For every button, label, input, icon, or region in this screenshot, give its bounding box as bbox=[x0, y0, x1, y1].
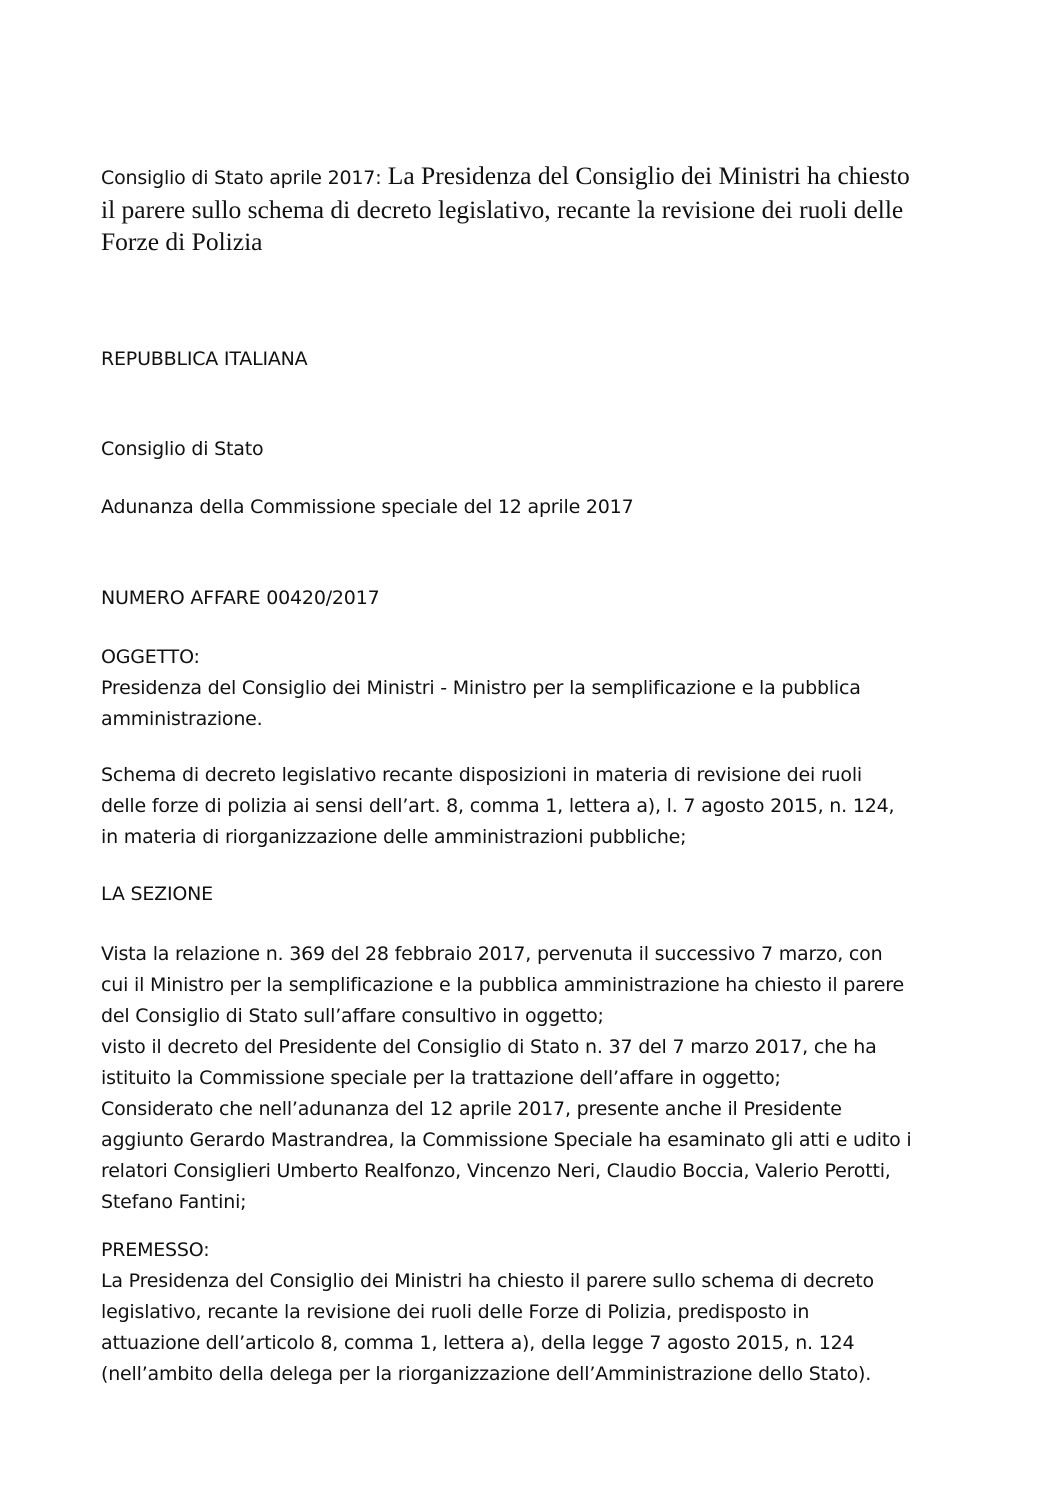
sezione-line: Stefano Fantini; bbox=[101, 1191, 247, 1213]
sezione-line: visto il decreto del Presidente del Consiglio di Stato n. 37 del 7 marzo 2017, che ha bbox=[101, 1036, 877, 1058]
sezione-line: cui il Ministro per la semplificazione e la pubblica amministrazione ha chiesto il parere bbox=[101, 974, 904, 996]
sezione-line: del Consiglio di Stato sull’affare consultivo in oggetto; bbox=[101, 1005, 604, 1027]
title-lead: Consiglio di Stato aprile 2017: bbox=[101, 167, 382, 189]
republic-heading: REPUBBLICA ITALIANA bbox=[101, 348, 308, 370]
title-line-1 bbox=[101, 160, 971, 194]
schema-line: delle forze di polizia ai sensi dell’art. 8, comma 1, lettera a), l. 7 agosto 2015, n. 124, bbox=[101, 795, 895, 817]
sezione-line: Vista la relazione n. 369 del 28 febbraio 2017, pervenuta il successivo 7 marzo, con bbox=[101, 943, 883, 965]
sezione-line: relatori Consiglieri Umberto Realfonzo, Vincenzo Neri, Claudio Boccia, Valerio Perotti, bbox=[101, 1160, 891, 1182]
premesso-line: legislativo, recante la revisione dei ruoli delle Forze di Polizia, predisposto in bbox=[101, 1301, 810, 1323]
premesso-section bbox=[101, 1235, 971, 1390]
sezione-line: istituito la Commissione speciale per la trattazione dell’affare in oggetto; bbox=[101, 1067, 781, 1089]
case-number: NUMERO AFFARE 00420/2017 bbox=[101, 587, 380, 609]
oggetto-label: OGGETTO: bbox=[101, 646, 200, 668]
title-line-1-text: La Presidenza del Consiglio dei Ministri ha chiesto bbox=[387, 161, 910, 190]
premesso-line: La Presidenza del Consiglio dei Ministri ha chiesto il parere sullo schema di decreto bbox=[101, 1270, 874, 1292]
schema-line: in materia di riorganizzazione delle amministrazioni pubbliche; bbox=[101, 826, 687, 848]
oggetto-section bbox=[101, 642, 971, 735]
premesso-line: (nell’ambito della delega per la riorganizzazione dell’Amministrazione dello Stato). bbox=[101, 1363, 872, 1385]
document-title bbox=[101, 160, 971, 258]
session-line: Adunanza della Commissione speciale del 12 aprile 2017 bbox=[101, 496, 634, 518]
premesso-label: PREMESSO: bbox=[101, 1239, 210, 1261]
sezione-paragraph bbox=[101, 939, 971, 1218]
schema-paragraph bbox=[101, 760, 971, 853]
oggetto-line: amministrazione. bbox=[101, 708, 263, 730]
schema-line: Schema di decreto legislativo recante disposizioni in materia di revisione dei ruoli bbox=[101, 764, 862, 786]
title-line-2: il parere sullo schema di decreto legislativo, recante la revisione dei ruoli delle bbox=[101, 195, 904, 224]
sezione-line: Considerato che nell’adunanza del 12 aprile 2017, presente anche il Presidente bbox=[101, 1098, 842, 1120]
sezione-line: aggiunto Gerardo Mastrandrea, la Commissione Speciale ha esaminato gli atti e udito i bbox=[101, 1129, 912, 1151]
premesso-line: attuazione dell’articolo 8, comma 1, lettera a), della legge 7 agosto 2015, n. 124 bbox=[101, 1332, 855, 1354]
sezione-label: LA SEZIONE bbox=[101, 883, 213, 905]
council-name: Consiglio di Stato bbox=[101, 438, 264, 460]
oggetto-line: Presidenza del Consiglio dei Ministri - Ministro per la semplificazione e la pubblica bbox=[101, 677, 861, 699]
title-line-3: Forze di Polizia bbox=[101, 227, 263, 256]
